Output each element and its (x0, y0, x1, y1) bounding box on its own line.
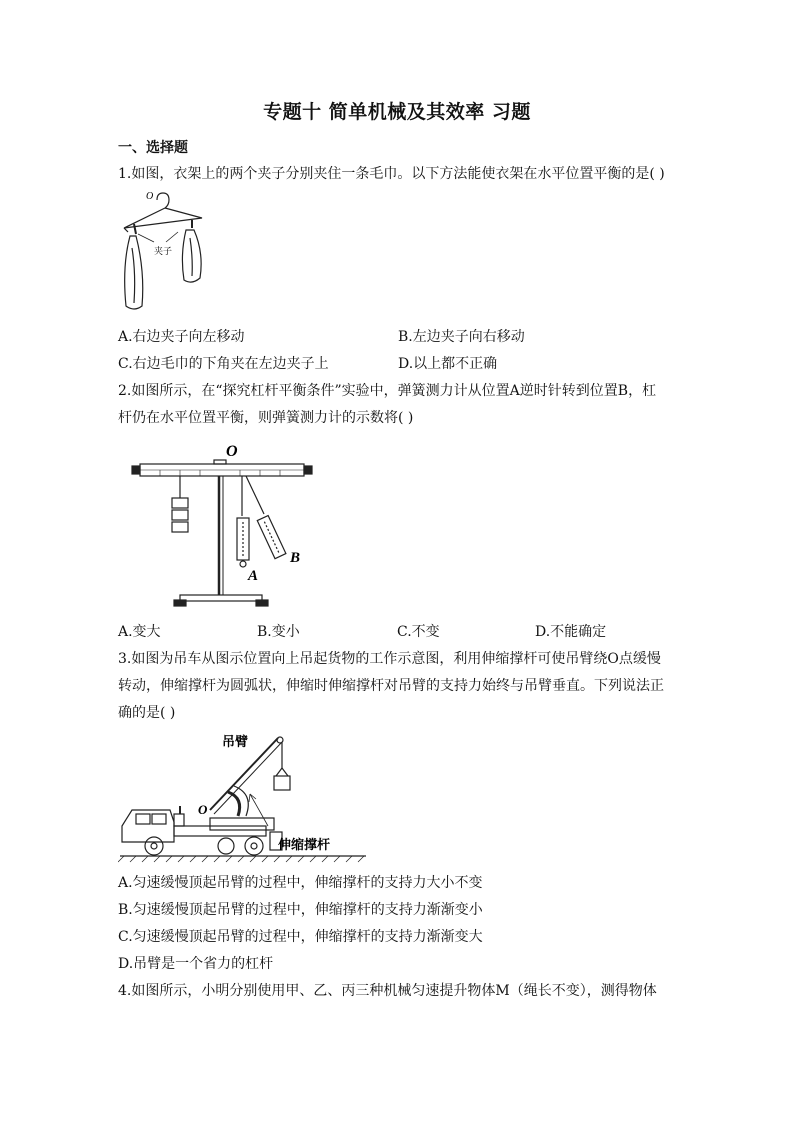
q3-option-a: A.匀速缓慢顶起吊臂的过程中，伸缩撑杆的支持力大小不变 (118, 875, 483, 891)
q1-fig-label-clip: 夹子 (154, 247, 173, 257)
q2-option-d: D.不能确定 (535, 624, 607, 640)
q2-fig-label-o: O (226, 443, 238, 460)
q2-lever-figure (124, 440, 320, 614)
section-heading: 一、选择题 (118, 140, 188, 156)
q1-fig-label-o: O (146, 191, 154, 202)
q3-stem-line3: 确的是( ) (118, 705, 176, 721)
q1-option-a: A.右边夹子向左移动 (118, 329, 245, 345)
q2-fig-label-b: B (290, 550, 301, 566)
q2-stem-line2: 杆仍在水平位置平衡，则弹簧测力计的示数将( ) (118, 410, 414, 426)
page-title: 专题十 简单机械及其效率 习题 (263, 101, 531, 123)
q3-fig-label-rod: 伸缩撑杆 (278, 838, 331, 853)
q2-option-b: B.变小 (257, 624, 300, 640)
q3-stem-line2: 转动，伸缩撑杆为圆弧状，伸缩时伸缩撑杆对吊臂的支持力始终与吊臂垂直。下列说法正 (118, 678, 664, 694)
q3-option-b: B.匀速缓慢顶起吊臂的过程中，伸缩撑杆的支持力渐渐变小 (118, 902, 483, 918)
q1-hanger-figure (112, 188, 212, 320)
q3-crane-figure (118, 730, 368, 865)
q3-fig-label-o: O (198, 802, 208, 817)
q1-option-c: C.右边毛巾的下角夹在左边夹子上 (118, 356, 329, 372)
q3-option-d: D.吊臂是一个省力的杠杆 (118, 956, 274, 972)
q2-fig-label-a: A (248, 568, 259, 584)
q1-option-d: D.以上都不正确 (398, 356, 498, 372)
q3-stem-line1: 3.如图为吊车从图示位置向上吊起货物的工作示意图，利用伸缩撑杆可使吊臂绕O点缓慢 (118, 651, 661, 667)
q1-stem: 1.如图，衣架上的两个夹子分别夹住一条毛巾。以下方法能使衣架在水平位置平衡的是( ) (118, 166, 665, 182)
q2-stem-line1: 2.如图所示，在“探究杠杆平衡条件”实验中，弹簧测力计从位置A逆时针转到位置B，杠 (118, 383, 657, 399)
q3-option-c: C.匀速缓慢顶起吊臂的过程中，伸缩撑杆的支持力渐渐变大 (118, 929, 483, 945)
q2-option-c: C.不变 (397, 624, 440, 640)
q2-option-a: A.变大 (118, 624, 161, 640)
q3-fig-label-arm: 吊臂 (222, 735, 249, 750)
q1-option-b: B.左边夹子向右移动 (398, 329, 525, 345)
q4-stem-line1: 4.如图所示，小明分别使用甲、乙、丙三种机械匀速提升物体M（绳长不变），测得物体 (118, 983, 657, 999)
